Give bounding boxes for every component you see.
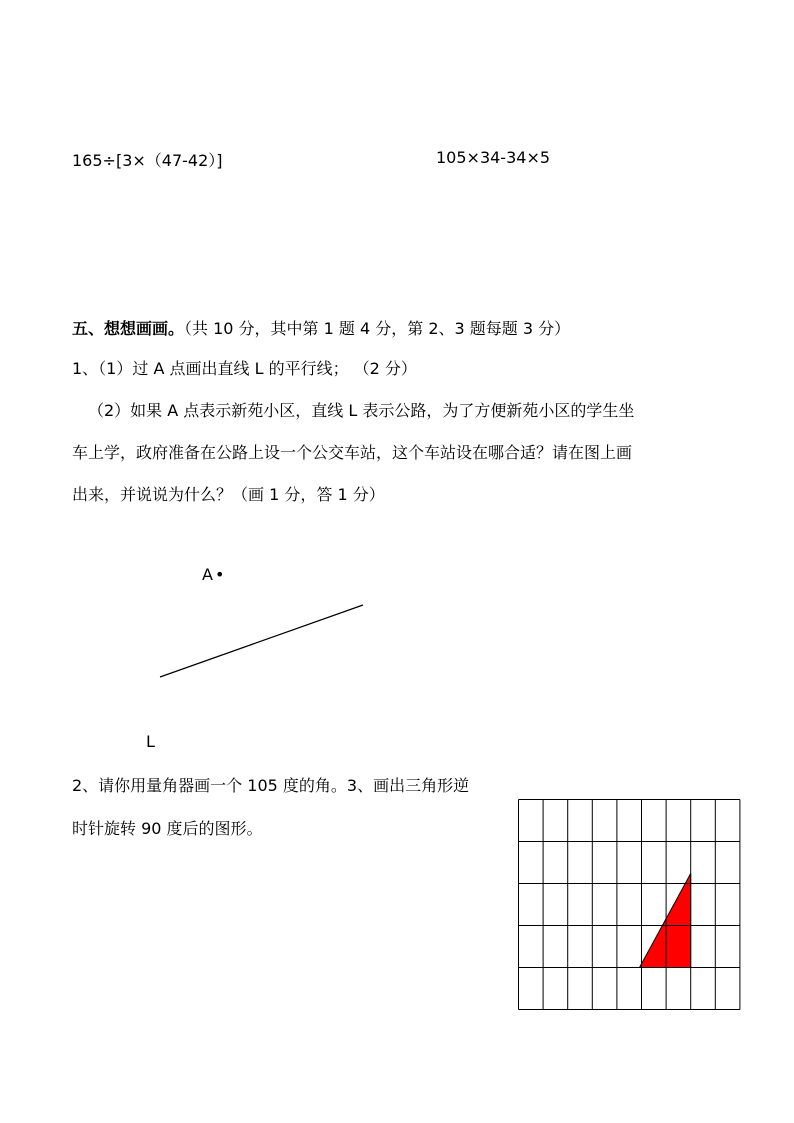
- point-a-label: A: [202, 565, 213, 584]
- expression-1: 165÷[3×（47-42）]: [72, 151, 223, 170]
- section-5-score-note: （共 10 分，其中第 1 题 4 分，第 2、3 题每题 3 分）: [184, 319, 571, 338]
- line-l-label: L: [146, 732, 155, 751]
- q2-q3-line2: 时针旋转 90 度后的图形。: [72, 819, 263, 838]
- point-a-dot: •: [215, 565, 225, 584]
- q1-part2-line2: 车上学，政府准备在公路上设一个公交车站，这个车站设在哪合适？请在图上画: [72, 443, 633, 462]
- q2-q3-line1: 2、请你用量角器画一个 105 度的角。3、画出三角形逆: [72, 776, 470, 795]
- q1-part2-line3: 出来，并说说为什么？（画 1 分，答 1 分）: [72, 485, 385, 504]
- red-triangle: [640, 874, 691, 968]
- grid-figure: [518, 799, 742, 1011]
- expression-2: 105×34-34×5: [436, 148, 551, 167]
- line-l: [160, 605, 363, 677]
- section-5-title: 五、想想画画。: [72, 319, 185, 338]
- q1-part2-line1: （2）如果 A 点表示新苑小区，直线 L 表示公路，为了方便新苑小区的学生坐: [88, 401, 635, 420]
- q1-part1: 1、（1）过 A 点画出直线 L 的平行线； （2 分）: [72, 359, 417, 378]
